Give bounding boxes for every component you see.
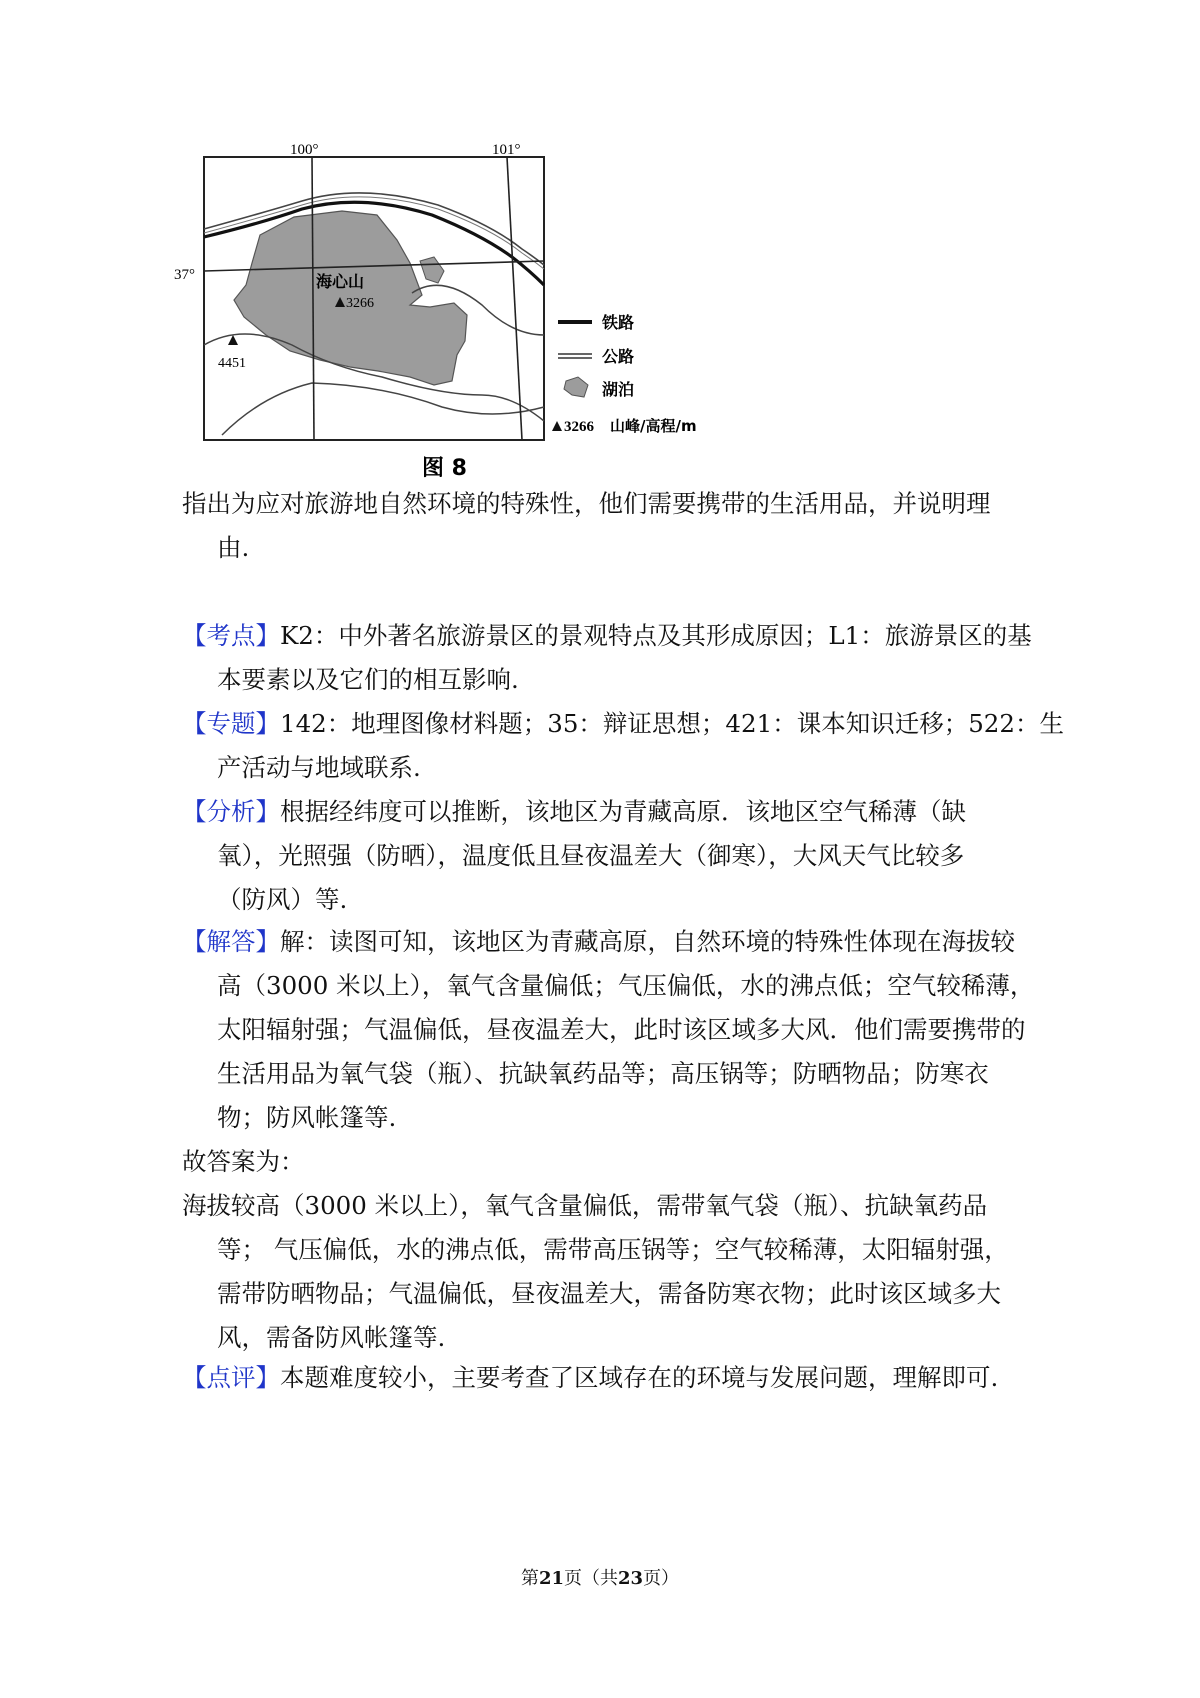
footer-mid: 页（共 bbox=[564, 1568, 618, 1589]
question-line-1: 指出为应对旅游地自然环境的特殊性，他们需要携带的生活用品，并说明理 bbox=[182, 489, 991, 518]
footer-pre: 第 bbox=[520, 1568, 539, 1589]
footer-post: 页） bbox=[643, 1568, 680, 1589]
fenxi-section bbox=[182, 790, 1030, 922]
place-label: 海心山 bbox=[316, 272, 365, 291]
kaodian-section bbox=[182, 614, 1030, 702]
jieda-section bbox=[182, 920, 1035, 1140]
figure-caption: 图 8 bbox=[422, 456, 467, 481]
legend-road-label: 公路 bbox=[602, 347, 635, 366]
dianping-section bbox=[182, 1356, 1030, 1400]
jieda-tag: 【解答】 bbox=[182, 927, 280, 956]
answer-section bbox=[182, 1140, 1030, 1360]
lon-label-101: 101° bbox=[492, 142, 521, 158]
road-line-southwest bbox=[222, 383, 544, 435]
peak-label-4451: 4451 bbox=[218, 356, 246, 371]
kaodian-line-1: K2：中外著名旅游景区的景观特点及其形成原因；L1：旅游景区的基 bbox=[280, 621, 1032, 650]
footer-total-pages: 23 bbox=[618, 1568, 644, 1589]
meridian-100 bbox=[312, 157, 314, 440]
meridian-101 bbox=[507, 157, 522, 440]
answer-intro: 故答案为： bbox=[182, 1147, 305, 1176]
jieda-line-5: 物；防风帐篷等. bbox=[217, 1103, 397, 1132]
legend-peak-value: 3266 bbox=[564, 419, 594, 435]
peak-icon bbox=[228, 335, 238, 345]
answer-line-3: 需带防晒物品；气温偏低，昼夜温差大，需备防寒衣物；此时该区域多大 bbox=[217, 1279, 1001, 1308]
legend-peak-icon bbox=[552, 421, 562, 431]
answer-line-4: 风，需备防风帐篷等. bbox=[217, 1323, 446, 1352]
footer-page-number: 21 bbox=[538, 1568, 564, 1589]
zhuanti-section bbox=[182, 702, 1064, 790]
map-figure bbox=[174, 142, 782, 520]
jieda-line-3: 太阳辐射强；气温偏低，昼夜温差大，此时该区域多大风．他们需要携带的 bbox=[217, 1015, 1026, 1044]
lon-label-100: 100° bbox=[290, 142, 319, 158]
legend-peak-label: 山峰/高程/m bbox=[610, 417, 697, 435]
zhuanti-tag: 【专题】 bbox=[182, 709, 280, 738]
small-lake-shape bbox=[420, 257, 444, 283]
fenxi-line-3: （防风）等. bbox=[217, 885, 348, 914]
fenxi-tag: 【分析】 bbox=[182, 797, 280, 826]
jieda-line-1: 解：读图可知，该地区为青藏高原，自然环境的特殊性体现在海拔较 bbox=[280, 927, 1015, 956]
legend-lake-symbol bbox=[564, 377, 588, 397]
question-text bbox=[182, 482, 1030, 570]
dianping-tag: 【点评】 bbox=[182, 1363, 280, 1392]
answer-line-2: 等； 气压偏低，水的沸点低，需带高压锅等；空气较稀薄，太阳辐射强， bbox=[217, 1235, 1009, 1264]
jieda-line-4: 生活用品为氧气袋（瓶）、抗缺氧药品等；高压锅等；防晒物品；防寒衣 bbox=[217, 1059, 989, 1088]
fenxi-line-1: 根据经纬度可以推断，该地区为青藏高原．该地区空气稀薄（缺 bbox=[280, 797, 966, 826]
fenxi-line-2: 氧），光照强（防晒），温度低且昼夜温差大（御寒），大风天气比较多 bbox=[217, 841, 965, 870]
zhuanti-line-2: 产活动与地域联系. bbox=[217, 753, 421, 782]
peak-label-3266: 3266 bbox=[346, 296, 374, 311]
jieda-line-2: 高（3000 米以上），氧气含量偏低；气压偏低，水的沸点低；空气较稀薄， bbox=[217, 971, 1035, 1000]
lat-label-37: 37° bbox=[174, 267, 195, 283]
legend-railway-label: 铁路 bbox=[602, 313, 635, 332]
answer-line-1: 海拔较高（3000 米以上），氧气含量偏低，需带氧气袋（瓶）、抗缺氧药品 bbox=[182, 1191, 988, 1220]
zhuanti-line-1: 142：地理图像材料题；35：辩证思想；421：课本知识迁移；522：生 bbox=[280, 709, 1064, 738]
legend-lake-label: 湖泊 bbox=[602, 380, 635, 399]
kaodian-line-2: 本要素以及它们的相互影响. bbox=[217, 665, 519, 694]
question-line-2: 由. bbox=[217, 533, 250, 562]
dianping-line-1: 本题难度较小，主要考查了区域存在的环境与发展问题，理解即可. bbox=[280, 1363, 999, 1392]
page-footer bbox=[0, 1564, 1200, 1590]
kaodian-tag: 【考点】 bbox=[182, 621, 280, 650]
